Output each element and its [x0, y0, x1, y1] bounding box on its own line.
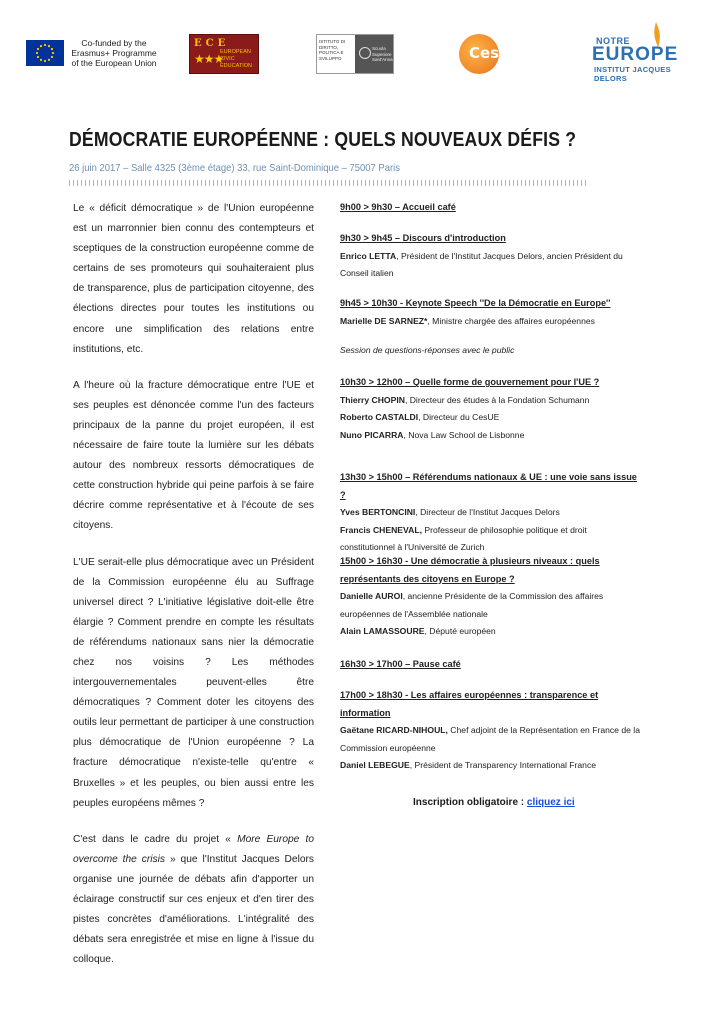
scuola-right-text: Scuola Superiore Sant'Anna [372, 46, 393, 62]
intro-text [73, 199, 314, 986]
notre-europe-logo [586, 22, 706, 83]
program-slot-referendums [340, 469, 640, 557]
session-note: Session de questions-réponses avec le public [340, 345, 515, 356]
cesue-logo [459, 32, 525, 76]
eu-caption: Co-funded by the Erasmus+ Programme of the European Union [71, 38, 157, 68]
speaker: Roberto CASTALDI, Directeur du CesUE [340, 412, 500, 423]
program-slot-multilevel [340, 553, 640, 641]
slot-heading: 17h00 > 18h30 - Les affaires européennes : transparence et information [340, 690, 599, 718]
slot-heading: 13h30 > 15h00 – Référendums nationaux & UE : une voie sans issue ? [340, 472, 637, 500]
registration-link[interactable]: cliquez ici [526, 797, 575, 808]
notre-main: EUROPE [592, 44, 679, 65]
intro-paragraph-2: A l'heure où la fracture démocratique entre l'UE et ses peuples est dénoncée comme l'un des facteurs principaux de la panne du projet européen, il est nécessaire de faire toute la lumière sur les débats autour des nombreux ressorts démocratiques de cette construction hybride qui peine parfois à se faire décrire comme représentative et à l'écoute de ses citoyens. [73, 379, 314, 532]
registration-notice [413, 797, 575, 808]
slot-heading: 9h45 > 10h30 - Keynote Speech ''De la Démocratie en Europe'' [340, 298, 611, 308]
page-title: DÉMOCRATIE EUROPÉENNE : QUELS NOUVEAUX DÉFIS ? [69, 128, 577, 151]
slot-heading: 16h30 > 17h00 – Pause café [340, 659, 461, 669]
speaker: Marielle DE SARNEZ*, Ministre chargée des affaires européennes [340, 315, 595, 326]
ece-letters: ECE [194, 38, 230, 49]
speaker: Francis CHENEVAL, Professeur de philosophie politique et droit constitutionnel à l'Université de Zurich [340, 524, 587, 553]
ece-logo [189, 34, 259, 74]
program-slot-welcome [340, 199, 640, 217]
cesue-wordmark: CesUE [469, 44, 522, 62]
intro-paragraph-4: C'est dans le cadre du projet « More Europe to overcome the crisis » que l'Institut Jacques Delors organise une journée de débats afin d'apporter un éclairage constructif sur ces enjeux et d'en tirer des pistes concrètes d'améliorations. L'intégralité des débats sera enregistrée et mise en ligne à l'issue du colloque. [73, 833, 314, 966]
scuola-logo [316, 34, 394, 74]
slot-heading: 9h30 > 9h45 – Discours d'introduction [340, 233, 506, 243]
speaker: Gaëtane RICARD-NIHOUL, Chef adjoint de la Représentation en France de la Commission européenne [340, 725, 640, 753]
speaker: Thierry CHOPIN, Directeur des études à la Fondation Schumann [340, 394, 590, 405]
ece-caption: EUROPEAN CIVIC EDUCATION [220, 49, 252, 69]
speaker: Danielle AUROI, ancienne Présidente de la Commission des affaires européennes de l'Assemblée nationale [340, 591, 604, 619]
event-details: 26 juin 2017 – Salle 4325 (3ème étage) 33, rue Saint-Dominique – 75007 Paris [69, 162, 400, 174]
dotted-divider [69, 180, 589, 186]
speaker: Yves BERTONCINI, Directeur de l'Institut Jacques Delors [340, 507, 560, 518]
stars-icon: ★★★ [194, 52, 224, 66]
intro-paragraph-1: Le « déficit démocratique » de l'Union européenne est un marronnier bien connu des contempteurs et sceptiques de la construction européenne comme de certains de ses promoteurs qui souhaiteraient plus de transparence, plus de participation citoyenne, des élections directes pour toutes les institutions ou encore une simplification des relations entre institutions, etc. [73, 203, 314, 355]
notre-top: NOTRE [596, 36, 630, 46]
speaker: Enrico LETTA, Président de l'Institut Jacques Delors, ancien Président du Conseil italien [340, 250, 623, 279]
speaker: Nuno PICARRA, Nova Law School de Lisbonne [340, 429, 525, 440]
intro-paragraph-3: L'UE serait-elle plus démocratique avec un Président de la Commission européenne élu au Suffrage universel direct ? L'initiative législative doit-elle être élargie ? Comment prendre en compte les résultats de référendums nationaux sans nier la démocratie chez nos voisins ? Les méthodes intergouvernementales peuvent-elles être démocratiques ? Comment doter les citoyens des outils leur permettant de participer à une construction plus démocratique de l'Union européenne ? La fracture démocratique n'existe-telle qu'entre « Bruxelles » et les peuples, ou bien aussi entre les peuples européens mêmes ? [73, 556, 314, 809]
program-slot-break [340, 656, 640, 674]
program-slot-transparency [340, 687, 640, 775]
speaker: Alain LAMASSOURE, Député européen [340, 626, 496, 637]
partner-logos [26, 22, 706, 82]
program-slot-keynote [340, 295, 640, 360]
speaker: Daniel LEBEGUE, Président de Transparency International France [340, 760, 597, 771]
slot-heading: 15h00 > 16h30 - Une démocratie à plusieurs niveaux : quels représentants des citoyens en Europe ? [340, 556, 600, 584]
notre-sub: INSTITUT JACQUES DELORS [594, 65, 671, 83]
eu-flag-icon [26, 40, 64, 66]
program-slot-intro [340, 230, 640, 283]
registration-label: Inscription obligatoire : [413, 797, 527, 808]
program-slot-government [340, 374, 640, 444]
slot-heading: 10h30 > 12h00 – Quelle forme de gouvernement pour l'UE ? [340, 377, 600, 387]
project-name: More Europe to overcome the crisis [73, 833, 314, 865]
scuola-left-text: ISTITUTO DI DIRITTO, POLITICA E SVILUPPO [319, 39, 346, 61]
seal-icon [359, 47, 371, 59]
slot-heading: 9h00 > 9h30 – Accueil café [340, 202, 456, 212]
